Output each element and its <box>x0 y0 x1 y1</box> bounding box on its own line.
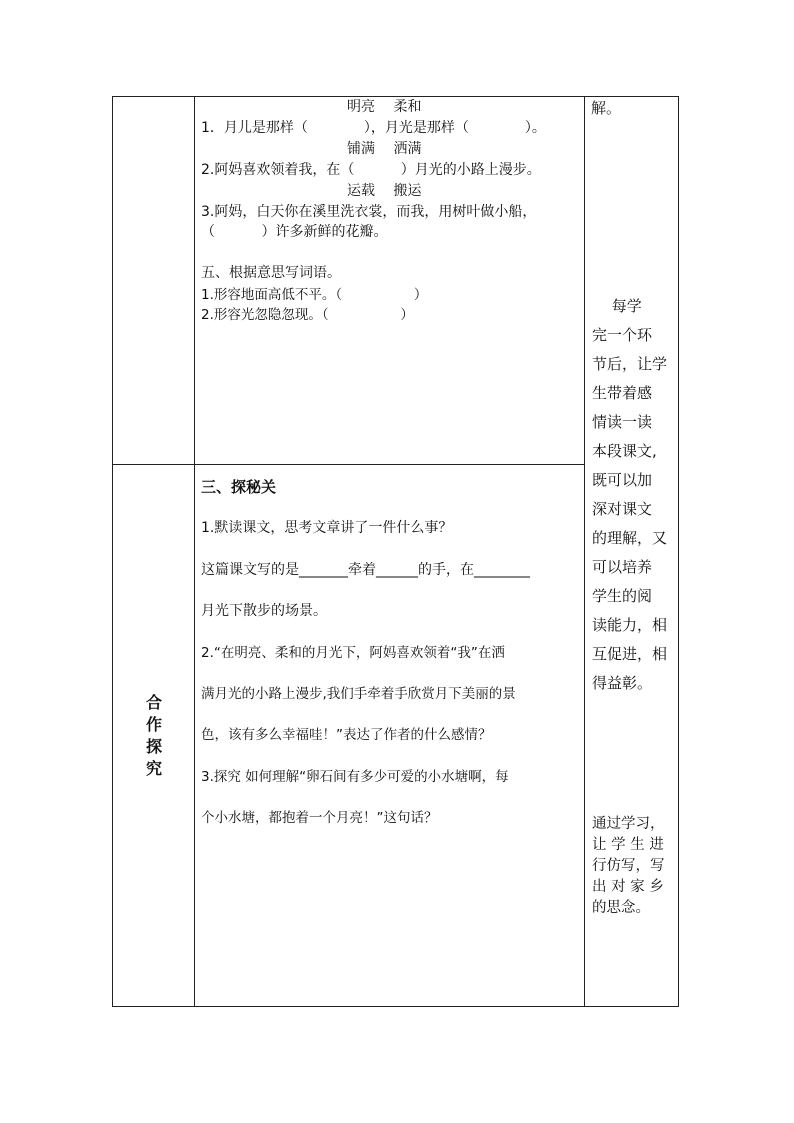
word-options-1: 明亮 柔和 <box>347 99 422 115</box>
label-char-1: 合 <box>145 693 162 712</box>
note-line: 的理解，又 <box>592 529 668 547</box>
word-options-2: 铺满 洒满 <box>347 141 422 157</box>
question-3-line-2: （ ）许多新鲜的花瓣。 <box>201 224 388 240</box>
section-label-cooperative-inquiry <box>134 692 174 780</box>
note-line: 出 对 家 乡 <box>592 879 664 895</box>
lower-question-1: 1.默读课文，思考文章讲了一件什么事？ <box>201 520 453 536</box>
teaching-note-2 <box>592 814 676 919</box>
note-line: 本段课文, <box>592 442 657 460</box>
section-5-title: 五、根据意思写词语。 <box>201 265 341 281</box>
teaching-note-1 <box>592 292 676 698</box>
note-line: 生带着感 <box>592 384 653 402</box>
note-line: 互促进，相 <box>592 645 668 663</box>
note-line: 既可以加 <box>592 471 653 489</box>
note-line: 的思念。 <box>592 900 650 916</box>
note-line: 通过学习， <box>592 816 665 832</box>
meaning-question-1: 1.形容地面高低不平。（ ） <box>201 287 428 303</box>
table-right-border <box>678 96 679 1007</box>
note-line: 完一个环 <box>592 326 653 344</box>
table-left-border <box>112 96 113 1007</box>
lower-question-2-line-3: 色，该有多么幸福哇！”表达了作者的什么感情？ <box>201 727 492 743</box>
right-note-fragment: 解。 <box>591 99 622 117</box>
column-divider-1 <box>194 96 195 1007</box>
note-line: 深对课文 <box>592 500 653 518</box>
note-line: 节后，让学 <box>592 355 668 373</box>
note-line: 可以培养 <box>592 558 653 576</box>
word-options-3: 运载 搬运 <box>347 183 422 199</box>
note-line: 情读一读 <box>592 413 653 431</box>
note-line: 学生的阅 <box>592 587 653 605</box>
note-line: 行仿写，写 <box>592 858 665 874</box>
table-bottom-border <box>112 1006 679 1007</box>
row-divider <box>112 464 585 465</box>
note-line: 得益彰。 <box>592 674 653 692</box>
note-line: 读能力，相 <box>592 616 668 634</box>
lower-fill-line-a: 这篇课文写的是_______牵着______的手，在________ <box>201 562 530 578</box>
lower-fill-line-b: 月光下散步的场景。 <box>201 603 327 619</box>
column-divider-2 <box>584 96 585 1007</box>
lower-question-2-line-2: 满月光的小路上漫步,我们手牵着手欣赏月下美丽的景 <box>201 686 516 702</box>
meaning-question-2: 2.形容光忽隐忽现。（ ） <box>201 307 414 323</box>
lower-question-3-line-2: 个小水塘，都抱着一个月亮！”这句话？ <box>201 810 438 826</box>
question-2: 2.阿妈喜欢领着我，在（ ）月光的小路上漫步。 <box>201 162 541 178</box>
question-1: 1．月儿是那样（ ），月光是那样（ ）。 <box>201 120 546 136</box>
question-3-line-1: 3.阿妈，白天你在溪里洗衣裳，而我，用树叶做小船， <box>201 204 537 220</box>
note-line: 每学 <box>592 297 642 315</box>
lower-question-2-line-1: 2.“在明亮、柔和的月光下，阿妈喜欢领着“我”在洒 <box>201 645 505 661</box>
section-3-title: 三、探秘关 <box>201 478 277 496</box>
lower-question-3-line-1: 3.探究 如何理解“卵石间有多少可爱的小水塘啊，每 <box>201 769 509 785</box>
note-line: 让 学 生 进 <box>592 837 664 853</box>
label-char-2: 作 <box>145 715 162 734</box>
label-char-4: 究 <box>145 759 162 778</box>
label-char-3: 探 <box>145 737 162 756</box>
